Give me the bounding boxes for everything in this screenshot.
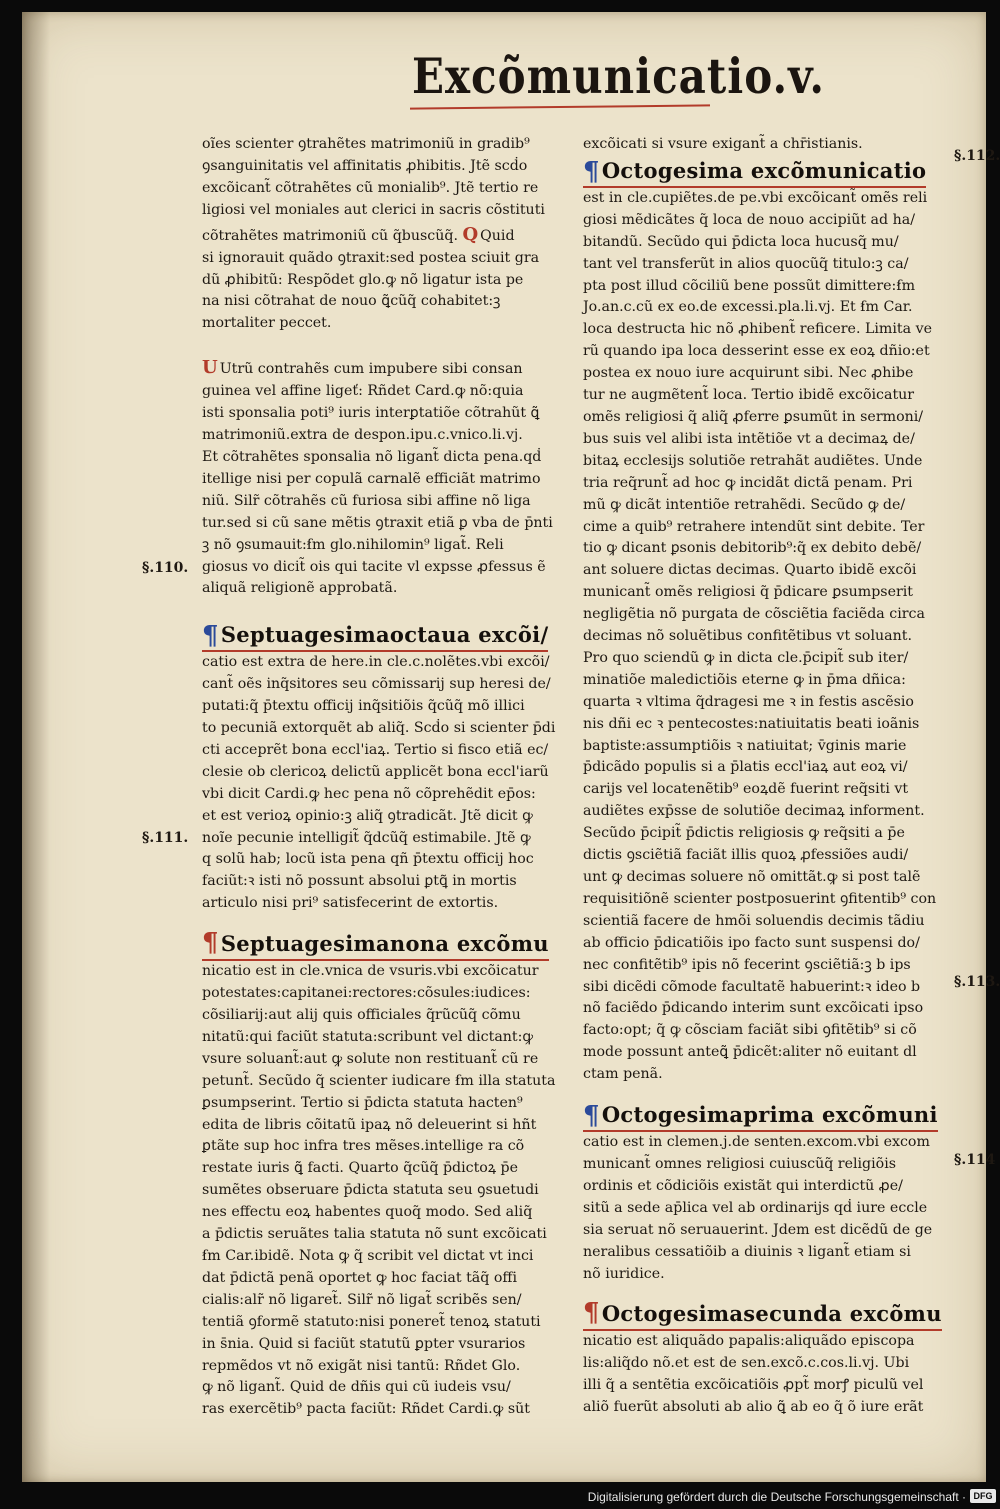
text-line: in s̄nia. Quid si faciũt statutũ ꝑpter vsurarios xyxy=(202,1335,526,1352)
text-line: a p̄dictis seruãtes talia statuta nõ sunt excõicati xyxy=(202,1226,547,1243)
text-line: sumẽtes obseruare p̄dicta statuta seu ꝯsuetudi xyxy=(202,1182,539,1199)
text-line: nõ faciẽdo p̄dicando interim sunt excõicati ipso xyxy=(583,1000,924,1017)
funding-credit: Digitalisierung gefördert durch die Deutsche Forschungsgemeinschaft · xyxy=(587,1490,966,1504)
text-line: tur.sed si cũ sane mẽtis ꝯtraxit etiã ꝑ vba de p̄nti xyxy=(202,514,553,531)
text-line: faciũt:ꝛ isti nõ possunt absolui ꝑtꝗ̃ in mortis xyxy=(202,873,517,890)
text-line: cõsiliarij:aut alij quis officiales q̃rũcũq̃ cõmu xyxy=(202,1007,521,1023)
text-line: articulo nisi pri⁹ satisfecerint de extortis. xyxy=(202,895,499,912)
text-line: ꝑtãte sup hoc infra tres mẽses.intellige ra cõ xyxy=(202,1138,525,1155)
text-line: guinea vel affine ligeť: Rñdet Card.ꝙ nõ:quia xyxy=(202,383,524,400)
text-line: mode possunt anteꝗ̃ p̄dicẽt:aliter nõ euitant dl xyxy=(583,1044,917,1061)
left-column xyxy=(202,134,557,1421)
text-line: requisitiõnẽ scienter postposuerint ꝯfitentib⁹ con xyxy=(583,890,937,907)
text-line: loca destructa hic nõ ꝓhibent̃ reficere. Limita ve xyxy=(583,321,933,338)
text-line: ligiosi vel moniales aut clerici in sacris cõstituti xyxy=(202,201,545,218)
text-line: niũ. Silr̃ cõtrahẽs cũ furiosa sibi affine nõ liga xyxy=(202,492,531,509)
text-line: cti acceprẽt bona eccl'iaꝝ. Tertio si fisco etiã ec/ xyxy=(202,741,549,758)
text-line: ctam penã. xyxy=(583,1066,663,1083)
text-line: tur ne augmẽtent̃ loca. Tertio ibidẽ excõicatur xyxy=(583,387,915,404)
paragraph-consanguinity xyxy=(202,355,557,600)
text-line: carijs vel locatenẽtib⁹ eoꝝdẽ fuerint req̃siti vt xyxy=(583,781,909,798)
text-line: postea ex nouo iure acquirunt sibi. Nec ꝓhibe xyxy=(583,365,914,382)
text-line: rũ quando ipa loca desserint esse ex eoꝝ dñio:et xyxy=(583,343,930,360)
running-head: Excõmunicatio.v. xyxy=(412,48,825,105)
text-line: nitatũ:qui faciũt statuta:scribunt vel dictant:ꝙ xyxy=(202,1028,534,1045)
text-line: si ignorauit quãdo ꝯtraxit:sed postea sciuit gra xyxy=(202,249,540,266)
text-line: Pro quo sciendũ ꝙ in dicta cle.p̄cipit̃ sub iter/ xyxy=(583,649,909,666)
text-line: municant̃ omẽs religiosi q̃ p̄dicare ꝑsumpserit xyxy=(583,584,913,601)
text-line: matrimoniũ.extra de despon.ipu.c.vnico.li.vj. xyxy=(202,427,523,444)
text-line: Secũdo p̄cipit̃ p̄dictis religiosis ꝙ req̃siti a p̄e xyxy=(583,825,905,842)
gutter-shadow xyxy=(22,12,50,1482)
text-line: sia seruat nõ seruauerint. Jdem est dicẽdũ de ge xyxy=(583,1221,933,1238)
text-line: ꝯsanguinitatis vel affinitatis ꝓhibitis. Jtẽ scḋo xyxy=(202,157,528,174)
text-line: bitandũ. Secũdo qui p̄dicta loca hucusq̃ mu/ xyxy=(583,233,899,250)
text-line: repmẽdos vt nõ exigãt nisi tantũ: Rñdet Glo. xyxy=(202,1357,521,1374)
text-line: unt ꝙ decimas soluere nõ omittãt.ꝙ si post talẽ xyxy=(583,869,921,885)
text-line: potestates:capitanei:rectores:cõsules:iudices: xyxy=(202,985,531,1002)
text-line: tant vel transferũt in alios quocũq̃ titulo:ꝫ ca/ xyxy=(583,255,909,272)
text-line: ꝫ nõ ꝯsumauit:ẜm glo.nihilomin⁹ ligat̃. Reli xyxy=(202,536,504,553)
text-line: ẜm Car.ibidẽ. Nota ꝙ q̃ scribit vel dictat vt inci xyxy=(202,1247,534,1264)
text-line: restate iuris ꝗ̃ facti. Quarto q̃cũq̃ p̄dictoꝝ p̄e xyxy=(202,1160,519,1177)
text-line: q solũ hab; locũ ista pena qñ p̄textu officij hoc xyxy=(202,851,534,868)
text-line: p̄dicãdo populis si a p̄latis eccl'iaꝝ aut eoꝝ vi/ xyxy=(583,759,908,776)
section-heading-78 xyxy=(202,620,548,652)
text-line: nes effectu eoꝝ habentes quoq̃ modo. Sed aliq̃ xyxy=(202,1204,533,1221)
text-line: ant soluere dictas decimas. Quarto ibidẽ excõi xyxy=(583,562,917,579)
text-line: tio ꝙ dicant ꝑsonis debitorib⁹:q̃ ex debito debẽ/ xyxy=(583,540,922,557)
text-line: Jo.an.c.cũ ex eo.de excessi.pla.li.vj. Et ẜm Car. xyxy=(583,299,913,316)
section-81 xyxy=(583,1100,943,1285)
section-mark-110: §.110. xyxy=(142,560,189,576)
text-line: catio est extra de here.in cle.c.nolẽtes.vbi excõi/ xyxy=(202,654,550,671)
section-79 xyxy=(202,929,557,1421)
text-line: est in cle.cupiẽtes.de pe.vbi excõicant̃ omẽs reli xyxy=(583,189,928,206)
text-line: lis:aliq̃do nõ.et est de sen.excõ.c.cos.li.vj. Ubi xyxy=(583,1355,910,1372)
section-mark-112: §.112. xyxy=(954,148,1000,164)
text-line: ras exercẽtib⁹ pacta faciũt: Rñdet Cardi.ꝙ sũt xyxy=(202,1401,530,1418)
blue-initial: ¶ xyxy=(583,156,600,187)
text-line: quarta ꝛ vltima q̃dragesi me ꝛ in festis ascẽsio xyxy=(583,693,914,710)
red-initial: ¶ xyxy=(583,1298,600,1329)
heading-text: Octogesimasecunda excõmu xyxy=(601,1301,942,1327)
text-line: cant̃ oẽs inq̃sitores seu cõmissarij sup heresi de/ xyxy=(202,676,551,693)
running-head-underline xyxy=(410,104,710,109)
text-line: excõicati si vsure exigant̃ a chr̄istianis. xyxy=(583,136,863,152)
text-line: Et cõtrahẽtes sponsalia nõ ligant̃ dicta pena.qḋ xyxy=(202,448,542,465)
text-line: to pecuniã extorquẽt ab aliq̃. Scḋo si scienter p̄di xyxy=(202,720,556,737)
text-line: ꝑsumpserint. Tertio si p̄dicta statuta hacten⁹ xyxy=(202,1094,523,1111)
text-line: facto:opt; q̃ ꝙ cõsciam faciãt sibi ꝯfitẽtib⁹ si cõ xyxy=(583,1022,917,1039)
heading-text: Octogesima excõmunicatio xyxy=(601,157,927,183)
section-heading-80 xyxy=(583,156,926,188)
text-line: petunt̃. Secũdo q̃ scienter iudicare ẜm illa statuta xyxy=(202,1072,556,1089)
section-heading-82 xyxy=(583,1299,942,1331)
text-line: putati:q̃ p̄textu officij inq̃sitiõis q̃cũq̃ mõ illici xyxy=(202,698,525,715)
text-line: ordinis et cõdiciõis existãt qui interdictũ ꝓe/ xyxy=(583,1177,903,1194)
text-line: isti sponsalia poti⁹ iuris interꝑtatiõe cõtrahũt ꝗ̃ xyxy=(202,405,540,422)
text-line: nec confitẽtib⁹ ipis nõ fecerint ꝯsciẽtiã:ꝫ b ips xyxy=(583,956,911,973)
section-82 xyxy=(583,1299,943,1419)
rubric-initial: Q xyxy=(462,223,479,245)
text-line: bitaꝝ ecclesijs solutiõe retrahãt audiẽtes. Unde xyxy=(583,452,923,469)
section-mark-113: §.113. xyxy=(954,974,1000,990)
heading-text: Septuagesimanona excõmu xyxy=(220,931,549,957)
text-line: baptiste:assumptiõis ꝛ natiuitat; v̄ginis marie xyxy=(583,737,907,754)
book-page xyxy=(22,12,1000,1482)
text-line: excõicant̃ cõtrahẽtes cũ monialib⁹. Jtẽ tertio re xyxy=(202,179,539,196)
heading-text: Octogesimaprima excõmuni xyxy=(601,1102,938,1128)
text-line: dũ ꝓhibitũ: Respõdet glo.ꝙ nõ ligatur ista pe xyxy=(202,271,524,288)
text-line: nis dñi ec ꝛ pentecostes:natiuitatis beati ioãnis xyxy=(583,715,920,732)
heading-text: Septuagesimaoctaua excõi/ xyxy=(220,622,549,648)
text-line: decimas nõ soluẽtibus confitẽtibus vt soluant. xyxy=(583,628,912,645)
text-line: minatiõe maledictiõis eterne ꝙ in p̄ma dñica: xyxy=(583,671,906,688)
text-line: mũ ꝙ dicãt intentiõe retrahẽdi. Secũdo ꝙ de/ xyxy=(583,496,906,513)
text-line: illi q̃ a sentẽtia excõicatiõis ꝓpt̃ morꝭ piculũ vel xyxy=(583,1377,924,1394)
text-line: oĩes scienter ꝯtrahẽtes matrimoniũ in gradib⁹ xyxy=(202,136,530,152)
text-line: bus suis vel alibi ista intẽtiõe vt a decimaꝝ de/ xyxy=(583,430,915,447)
text-line: omẽs religiosi q̃ aliq̃ ꝓferre ꝑsumũt in sermoni/ xyxy=(583,408,924,425)
text-line: sitũ a sede ap̄lica vel ab ordinarijs qḋ iure eccle xyxy=(583,1199,928,1216)
text-line: tentiã ꝯformẽ statuto:nisi poneret̃ tenoꝝ statuti xyxy=(202,1313,541,1330)
rubric-initial: U xyxy=(202,357,218,379)
text-line xyxy=(202,355,557,381)
text-line: giosi mẽdicãtes q̃ loca de nouo accipiũt ad ha/ xyxy=(583,211,915,228)
blue-initial: ¶ xyxy=(583,1101,600,1132)
blue-initial: ¶ xyxy=(202,621,219,652)
text-line: edita de libris cõitatũ ipaꝝ nõ deleuerint si hñt xyxy=(202,1116,537,1133)
section-mark-114: §.114 xyxy=(954,1152,996,1168)
section-78 xyxy=(202,620,557,915)
text-line: negligẽtia nõ purgata de cõsciẽtia faciẽda circa xyxy=(583,606,925,623)
text-line: na nisi cõtrahat de nouo ꝗ̃cũq̃ cohabitet:ꝫ xyxy=(202,293,501,310)
dfg-logo: DFG xyxy=(970,1489,996,1503)
section-heading-79 xyxy=(202,929,549,961)
text-line: aliõ fuerũt absoluti ab alio ꝗ̃ ab eo q̃ õ iure erãt xyxy=(583,1399,924,1416)
text-line: neralibus cessatiõib a diuinis ꝛ ligant̃ etiam si xyxy=(583,1243,911,1260)
text-line: sibi dicẽdi cõmode facultatẽ habuerint:ꝛ ideo b xyxy=(583,978,921,995)
text-line: clesie ob clericoꝝ delictũ applicẽt bona eccl'iarũ xyxy=(202,763,549,780)
paragraph-marriage xyxy=(202,134,557,335)
right-column xyxy=(583,134,943,1419)
section-mark-111: §.111. xyxy=(142,830,189,846)
text-line: nicatio est aliquãdo papalis:aliquãdo episcopa xyxy=(583,1333,915,1350)
text-fragment: Utrũ xyxy=(219,361,254,378)
text-line: mortaliter peccet. xyxy=(202,315,332,332)
text-line: dictis ꝯsciẽtiã faciãt illis quoꝝ ꝓfessiões audi/ xyxy=(583,847,909,864)
text-line: municant̃ omnes religiosi cuiuscũq̃ religiõis xyxy=(583,1155,897,1172)
text-line: nicatio est in cle.vnica de vsuris.vbi excõicatur xyxy=(202,963,539,980)
text-fragment: cõtrahẽtes matrimoniũ cũ q̃buscũq̃. xyxy=(202,227,463,244)
text-line: audiẽtes exp̄sse de solutiõe decimaꝝ informent. xyxy=(583,803,925,820)
text-line: noĩe pecunie intelligit̃ q̃dcũq̃ estimabile. Jtẽ ꝙ xyxy=(202,829,531,846)
text-line: cime a quib⁹ retrahere intendũt sint debite. Ter xyxy=(583,518,925,535)
red-initial: ¶ xyxy=(202,928,219,959)
text-line: vsure soluant̃:aut ꝙ solute non restituant̃ cũ re xyxy=(202,1050,539,1067)
section-80 xyxy=(583,156,943,1086)
text-line: aliquã religionẽ approbatã. xyxy=(202,580,398,597)
text-line: nõ iuridice. xyxy=(583,1265,665,1282)
text-line: catio est in clemen.j.de senten.excom.vbi excom xyxy=(583,1134,930,1151)
text-line: giosus vo dicit̃ ois qui tacite vl expsse ꝓfessus ẽ xyxy=(202,558,546,575)
text-line: ab officio p̄dicatiõis ipo facto sunt suspensi do/ xyxy=(583,934,920,951)
text-line: ꝙ nõ ligant̃. Quid de dñis qui cũ iudeis vsu/ xyxy=(202,1379,511,1396)
text-line: cialis:alr̃ nõ ligaret̃. Silr̃ nõ ligat̃ scribẽs sen/ xyxy=(202,1291,522,1308)
text-line: vbi dicit Cardi.ꝙ hec pena nõ cõprehẽdit ep̄os: xyxy=(202,785,536,802)
text-line: tria req̃runt̃ ad hoc ꝙ incidãt dictã penam. Pri xyxy=(583,474,913,491)
text-line: et est verioꝝ opinio:ꝫ aliq̃ ꝯtradicãt. Jtẽ dicit ꝙ xyxy=(202,807,533,824)
text-fragment: Quid xyxy=(480,227,515,244)
text-line: pta post illud cõciliũ bene possũt dimittere:ẜm xyxy=(583,277,916,294)
text-line xyxy=(202,222,557,248)
section-heading-81 xyxy=(583,1100,938,1132)
text-line: scientiã facere de hmõi soluendis decimis tãdiu xyxy=(583,912,925,929)
text-fragment: contrahẽs cum impubere sibi consan xyxy=(257,361,523,378)
text-line: dat p̄dictã penã oportet ꝙ hoc faciat tãq̃ offi xyxy=(202,1269,517,1286)
text-line: itellige nisi per copulã carnalẽ efficiãt matrimo xyxy=(202,470,541,487)
